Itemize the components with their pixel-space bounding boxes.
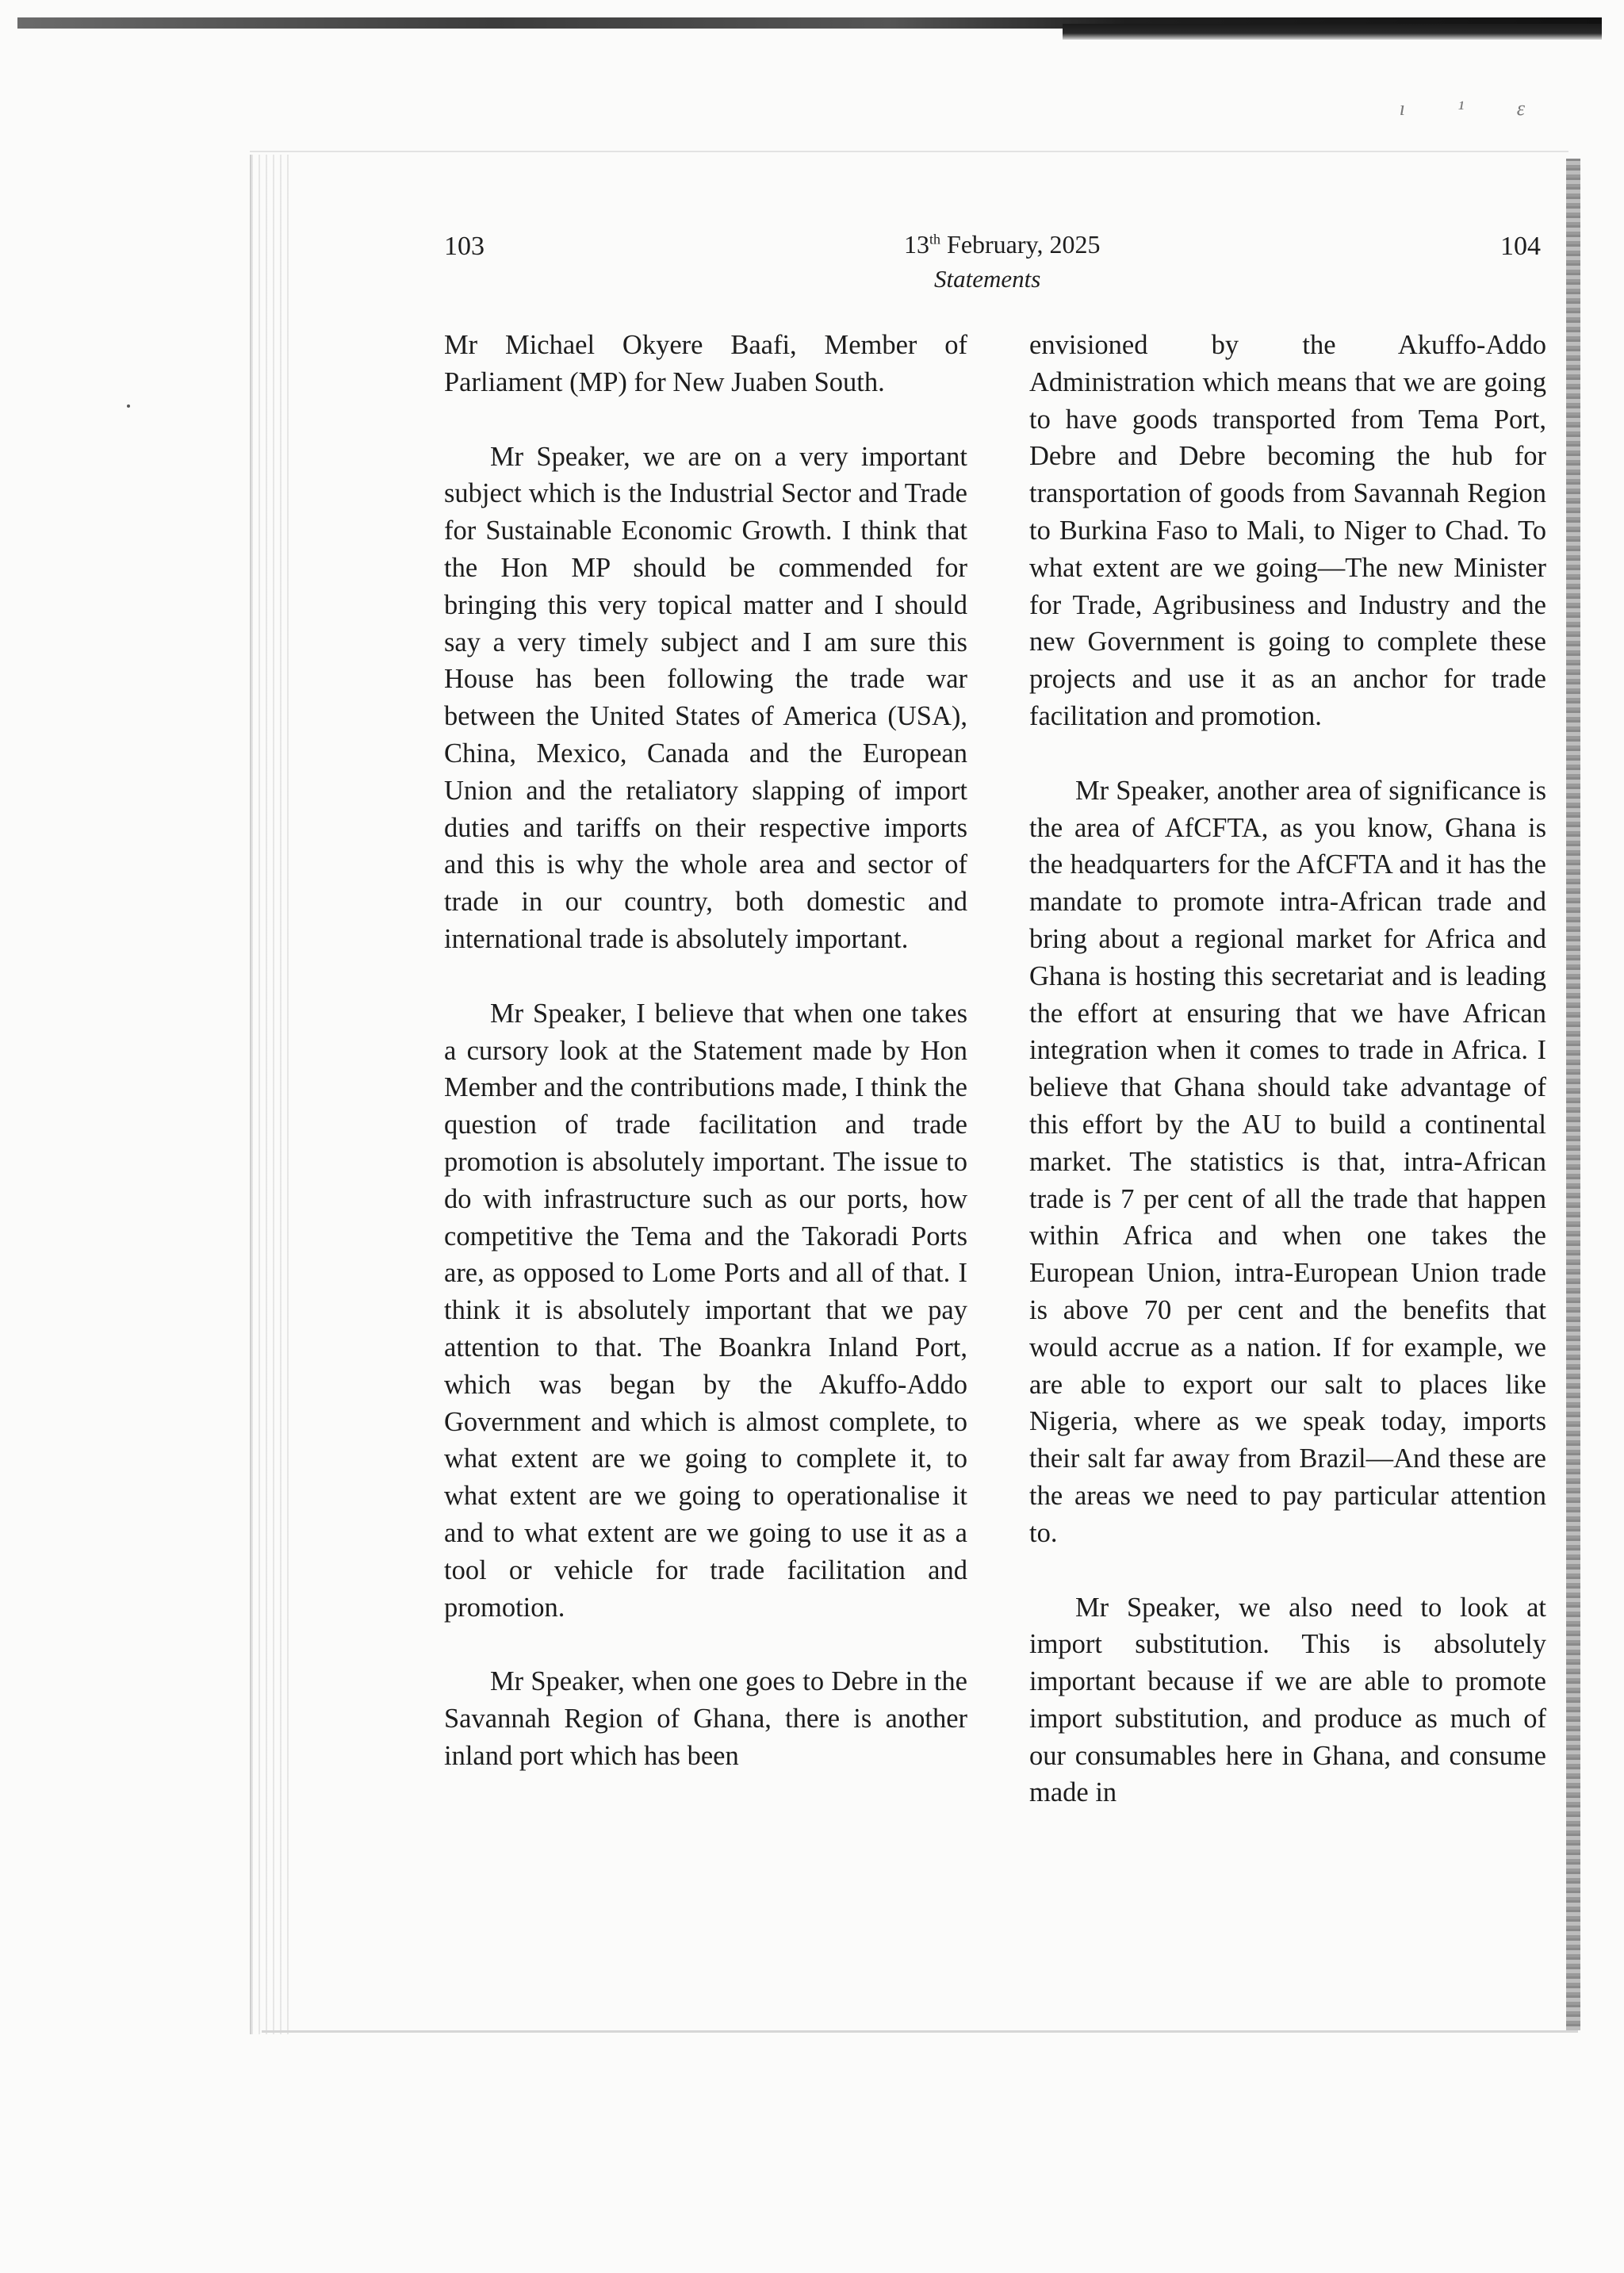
paragraph: Mr Speaker, we are on a very important subject which is the Industrial Sector and Trade for Sustainable Economic Growth. I think that the Hon MP should be commended for bringing this very topical matter and I should say a very timely subject and I am sure this House has been following the trade war between the United States of America (USA), China, Mexico, Canada and the European Union and the retaliatory slapping of import duties and tariffs on their respective imports and this is why the whole area and sector of trade in our country, both domestic and international trade is absolutely important. xyxy=(444,441,967,954)
page-number-left: 103 xyxy=(444,232,485,261)
page-number-right: 104 xyxy=(1500,232,1541,261)
corner-marks: ı ¹ ε xyxy=(1399,97,1549,120)
paragraph: envisioned by the Akuffo-Addo Administration which means that we are going to have goods transported from Tema Port, Debre and Debre becoming the hub for transportation of goods from Savannah Region to Burkina Faso to Mali, to Niger to Chad. To what extent are we going—The new Minister for Trade, Agribusiness and Industry and the new Government is going to complete these projects and use it as an anchor for trade facilitation and promotion. xyxy=(1029,330,1546,731)
paragraph: Mr Speaker, I believe that when one takes a cursory look at the Statement made by Hon Member and the contributions made, I think the question of trade facilitation and trade promotion is absolutely important. The issue to do with infrastructure such as our ports, how competitive the Tema and the Takoradi Ports are, as opposed to Lome Ports and all of that. I think it is absolutely important that we pay attention to that. The Boankra Inland Port, which was began by the Akuffo-Addo Government and which is almost complete, to what extent are we going to complete it, to what extent are we going to operationalise it and to what extent are we going to use it as a tool or vehicle for trade facilitation and promotion. xyxy=(444,998,967,1623)
paragraph: Mr Michael Okyere Baafi, Member of Parliament (MP) for New Juaben South. xyxy=(444,330,967,397)
scan-speck xyxy=(127,404,130,408)
paragraph: Mr Speaker, when one goes to Debre in the Savannah Region of Ghana, there is another inland port which has been xyxy=(444,1666,967,1771)
paragraph: Mr Speaker, we also need to look at import substitution. This is absolutely important because if we are able to promote import substitution, and produce as much of our consumables here in Ghana, and consume made in xyxy=(1029,1592,1546,1808)
header-date: 13th February, 2025 xyxy=(904,230,1101,259)
left-column xyxy=(444,327,967,1812)
right-column xyxy=(1029,327,1546,1849)
section-title: Statements xyxy=(934,265,1041,293)
scan-edge-top-dark xyxy=(1063,24,1602,40)
paragraph: Mr Speaker, another area of significance is the area of AfCFTA, as you know, Ghana is the headquarters for the AfCFTA and it has the mandate to promote intra-African trade and bring about a regional market for Africa and Ghana is hosting this secretariat and is leading the effort at ensuring that we have African integration when it comes to trade in Africa. I believe that Ghana should take advantage of this effort by the AU to build a continental market. The statistics is that, intra-African trade is 7 per cent of all the trade that happen within Africa and when one takes the European Union, intra-European Union trade is above 70 per cent and the benefits that would accrue as a nation. If for example, we are able to export our salt to places like Nigeria, where as we speak today, imports their salt far away from Brazil—And these are the areas we need to pay particular attention to. xyxy=(1029,775,1546,1548)
